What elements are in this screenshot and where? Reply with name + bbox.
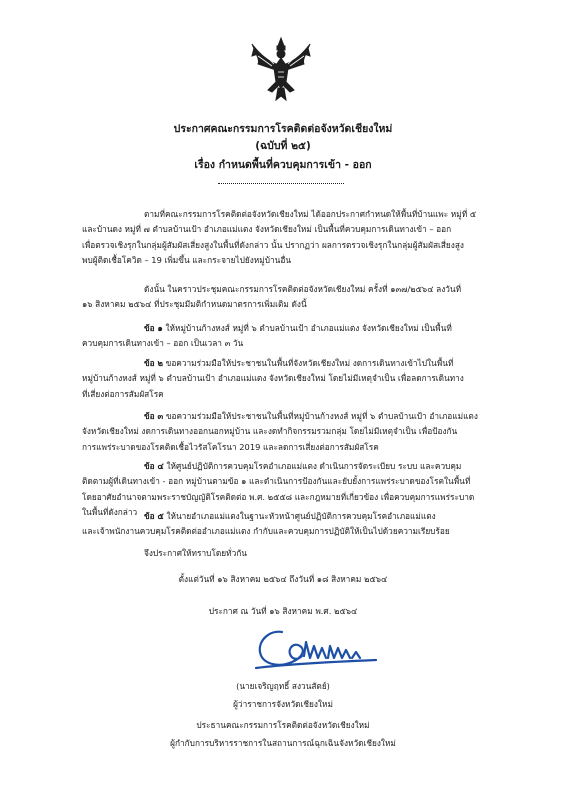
text-line: ในพื้นที่ดังกล่าว	[82, 507, 138, 518]
text-line: ติดตามผู้ที่เดินทางเข้า - ออก หมู่บ้านตามข้อ ๑ และดำเนินการป้องกันและยับยั้งการแพร่ระบาดของโรคในพื้นที่	[82, 476, 471, 487]
clause-label: ข้อ ๒	[144, 358, 164, 368]
handwritten-signature-icon	[248, 612, 384, 678]
text-line: ดังนั้น ในคราวประชุมคณะกรรมการโรคติดต่อจังหวัดเชียงใหม่ ครั้งที่ ๑๓๗/๒๕๖๔ ลงวันที่	[144, 284, 462, 294]
text-line: การแพร่ระบาดของโรคติดเชื้อไวรัสโคโรนา 2019 และลดการเสี่ยงต่อการสัมผัสโรค	[82, 441, 379, 452]
clause-text: ให้นายอำเภอแม่แตงในฐานะหัวหน้าศูนย์ปฏิบัติการควบคุมโรคอำเภอแม่แตง	[163, 511, 436, 521]
text-line	[82, 459, 502, 474]
signatory-title: ผู้ว่าราชการจังหวัดเชียงใหม่	[233, 699, 333, 709]
clause-text: ให้หมู่บ้านก้างหงส์ หมู่ที่ ๖ ตำบลบ้านเป้า อำเภอแม่แตง จังหวัดเชียงใหม่ เป็นพื้นที่	[162, 323, 452, 333]
text-line: เพื่อตรวจเชิงรุกในกลุ่มผู้สัมผัสเสี่ยงสูงในพื้นที่ดังกล่าว นั้น ปรากฏว่า ผลการตรวจเชิงรุกในกลุ่มผู้สัมผัสเสี่ยงสูง	[82, 239, 464, 250]
clause-text: ขอความร่วมมือให้ประชาชนในพื้นที่จังหวัดเชียงใหม่ งดการเดินทางเข้าไปในพื้นที่	[163, 358, 454, 368]
text-line: และเจ้าพนักงานควบคุมโรคติดต่ออำเภอแม่แตง กำกับและควบคุมการปฏิบัติให้เป็นไปด้วยความเรียบร้อย	[82, 526, 450, 537]
clause-label: ข้อ ๑	[144, 323, 163, 333]
text-line: จึงประกาศให้ทราบโดยทั่วกัน	[144, 548, 247, 558]
clause-2	[82, 356, 502, 402]
announcement-date: ประกาศ ณ วันที่ ๑๖ สิงหาคม พ.ศ. ๒๕๖๔	[208, 606, 358, 616]
text-line: โดยอาศัยอำนาจตามพระราชบัญญัติโรคติดต่อ พ.ศ. ๒๕๕๘ และกฎหมายที่เกี่ยวข้อง เพื่อควบคุมการแพร่ระบาด	[82, 491, 475, 502]
clause-text: ขอความร่วมมือให้ประชาชนในพื้นที่หมู่บ้านก้างหงส์ หมู่ที่ ๖ ตำบลบ้านเป้า อำเภอแม่แตง	[163, 411, 478, 421]
dotted-divider	[218, 183, 344, 184]
text-line: ควบคุมการเดินทางเข้า – ออก เป็นเวลา ๓ วัน	[82, 338, 244, 349]
text-line	[82, 356, 502, 371]
clause-label: ข้อ ๓	[144, 411, 164, 421]
text-line	[82, 509, 502, 524]
clause-5	[82, 509, 502, 540]
clause-text: ให้ศูนย์ปฏิบัติการควบคุมโรคอำเภอแม่แตง ดำเนินการจัดระเบียบ ระบบ และควบคุม	[163, 461, 462, 471]
text-line: พบผู้ติดเชื้อโควิด – 19 เพิ่มขึ้น และกระจายไปยังหมู่บ้านอื่น	[82, 255, 291, 266]
text-line: ที่เสี่ยงต่อการสัมผัสโรค	[82, 388, 164, 399]
text-line	[82, 321, 502, 336]
clause-3	[82, 409, 502, 455]
resolution-paragraph	[82, 282, 502, 313]
text-line: ตามที่คณะกรรมการโรคติดต่อจังหวัดเชียงใหม่ ได้ออกประกาศกำหนดให้พื้นที่บ้านแพะ หมู่ที่ ๕	[144, 209, 477, 219]
signatory-title: ผู้กำกับการบริหารราชการในสถานการณ์ฉุกเฉินจังหวัดเชียงใหม่	[170, 738, 396, 748]
signatory-name: (นายเจริญฤทธิ์ สงวนสัตย์)	[236, 681, 330, 691]
text-line: และบ้านดง หมู่ที่ ๗ ตำบลบ้านเป้า อำเภอแม่แตง จังหวัดเชียงใหม่ เป็นพื้นที่ควบคุมการเดินทางเข้า – ออก	[82, 224, 452, 235]
signatory-title: ประธานคณะกรรมการโรคติดต่อจังหวัดเชียงใหม่	[196, 720, 370, 730]
document-subject: เรื่อง กำหนดพื้นที่ควบคุมการเข้า - ออก	[194, 159, 372, 171]
text-line: ๑๖ สิงหาคม ๒๕๖๔ ที่ประชุมมีมติกำหนดมาตรการเพิ่มเติม ดังนี้	[82, 299, 307, 310]
document-title: ประกาศคณะกรรมการโรคติดต่อจังหวัดเชียงใหม่	[173, 123, 393, 135]
clause-label: ข้อ ๔	[144, 461, 164, 471]
text-line: จังหวัดเชียงใหม่ งดการเดินทางออกนอกหมู่บ้าน และงดทำกิจกรรมรวมกลุ่ม โดยไม่มีเหตุจำเป็น เพื่อป้องกัน	[82, 426, 458, 437]
effective-period: ตั้งแต่วันที่ ๑๖ สิงหาคม ๒๕๖๔ ถึงวันที่ ๑๘ สิงหาคม ๒๕๖๔	[178, 574, 388, 584]
clause-1	[82, 321, 502, 352]
text-line: หมู่บ้านก้างหงส์ หมู่ที่ ๖ ตำบลบ้านเป้า อำเภอแม่แตง จังหวัดเชียงใหม่ โดยไม่มีเหตุจำเป็น เพื่อลดการเดินทาง	[82, 373, 464, 384]
document-number: (ฉบับที่ ๒๕)	[255, 140, 311, 152]
garuda-emblem-icon	[248, 34, 314, 102]
intro-paragraph	[82, 207, 502, 269]
clause-label: ข้อ ๕	[144, 511, 164, 521]
text-line	[82, 409, 502, 424]
closing-paragraph	[82, 546, 502, 561]
